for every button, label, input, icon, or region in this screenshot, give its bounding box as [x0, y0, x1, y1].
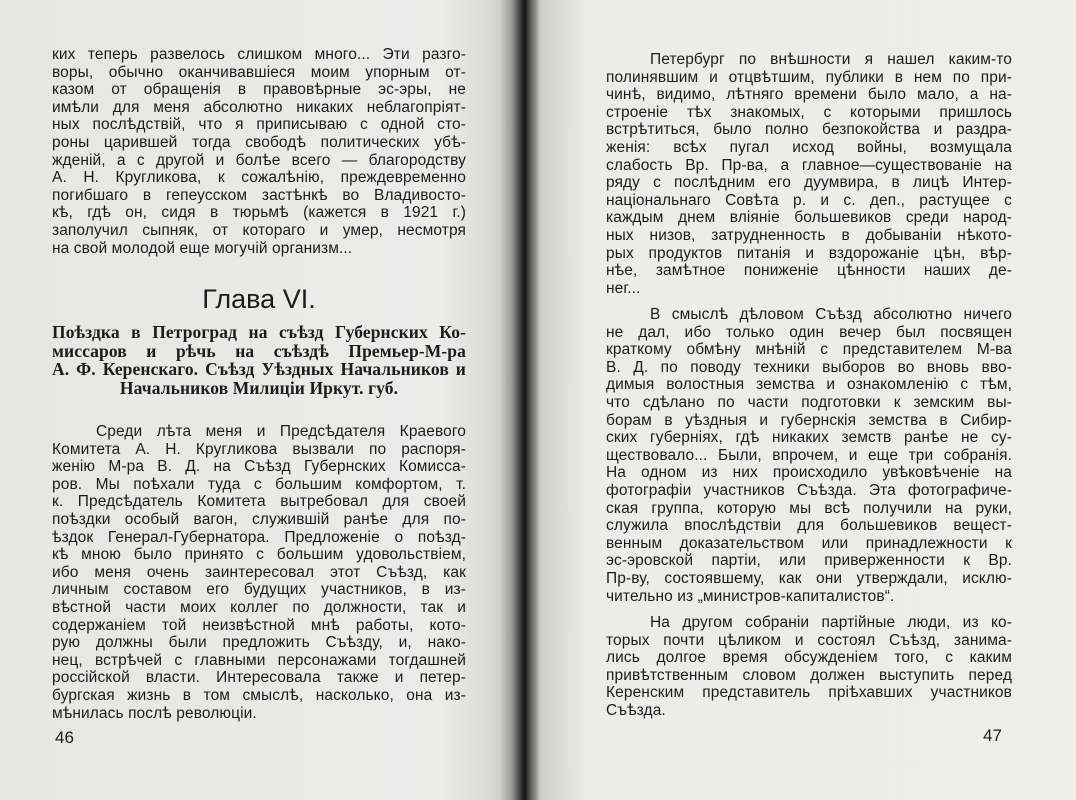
text-line: казом от обращенiя в правовѣрные эс-эры, не	[52, 81, 466, 99]
text-line: к. Предсѣдатель Комитета вытребовал для своей	[52, 493, 466, 511]
text-line: Пр-ву, состоявшему, как они утверждали, исклю-	[606, 569, 1012, 587]
text-line: рую должны были предложить Съѣзду, и, нако-	[52, 634, 466, 652]
text-line: на свой молодой еще могучiй организм...	[52, 239, 353, 257]
text-line: нец, встрѣчей с главными персонажами тогдашней	[52, 651, 466, 669]
text-line: чительно из „министров-капиталистов“.	[606, 587, 895, 605]
text-line: А. Н. Кругликова, к сожалѣнiю, преждевременно	[52, 169, 466, 187]
text-line: каждым днем влiянiе большевиков среди народ-	[606, 209, 1012, 227]
text-line: эс-эровской партiи, или приверженности к Вр.	[606, 552, 1012, 570]
book-spine	[500, 0, 540, 800]
text-line: миссаров и рѣчь на съѣздѣ Премьер-М-ра	[52, 340, 466, 361]
right-paragraph-1	[606, 51, 1012, 297]
text-line: рых продуктов питанiя и вздорожанiе цѣн, вѣр-	[606, 244, 1012, 262]
text-line: На другом собранiи партiйные люди, из ко-	[650, 614, 1012, 631]
text-line: Съѣзда.	[606, 701, 666, 719]
text-line: содержанiем той неизвѣстной мнѣ работы, кото-	[52, 616, 466, 634]
text-line: На одном из них происходило увѣковѣченiе на	[606, 464, 1012, 482]
text-line: лись долгое время обсужденiем того, с каким	[606, 649, 1012, 667]
text-line: жденiй, а с другой и болѣе всего — благородству	[52, 151, 466, 169]
chapter-subtitle	[52, 323, 466, 397]
text-line: ибо меня очень заинтересовал этот Съѣзд, как	[52, 563, 466, 581]
page-number-left: 46	[55, 728, 74, 747]
text-line: бургская жизнь в том смыслѣ, насколько, она из-	[52, 686, 466, 704]
text-line: личным составом его будущих участников, в из-	[52, 581, 466, 599]
text-line: встрѣтиться, было полно безпокойства и раздра-	[606, 121, 1012, 139]
text-line: женiю М-ра В. Д. на Съѣзд Губернских Комисса-	[52, 458, 466, 476]
text-line: краткому обмѣну мнѣнiй с представителем М-ва	[606, 341, 1012, 359]
text-line: погибшаго в гепеусском застѣнкѣ во Владивосто-	[52, 186, 466, 204]
text-line: Среди лѣта меня и Предсѣдателя Краевого	[96, 423, 466, 440]
text-line: ных послѣдствiй, что я приписываю с одной сто-	[52, 116, 466, 134]
text-line: россiйской власти. Интересовала также и петер-	[52, 669, 466, 687]
text-line: нацiональнаго Совѣта р. и с. деп., растущее с	[606, 191, 1012, 209]
text-line: ряду с послѣдним его дуумвира, в лицѣ Интер-	[606, 174, 1012, 192]
text-line: борам в уѣздныя и губернскiя земства в Сибир-	[606, 411, 1012, 429]
text-line: роны царившей тогда свободѣ политических убѣ-	[52, 133, 466, 151]
text-line: В смыслѣ дѣловом Съѣзд абсолютно ничего	[650, 306, 1012, 323]
text-line: В. Д. по поводу техники выборов во вновь вво-	[606, 358, 1012, 376]
text-line: Керенским представитель прiѣхавших участников	[606, 684, 1012, 702]
right-page	[520, 0, 1076, 800]
text-line: Петербург по внѣшности я нашел каким-то	[650, 51, 1012, 68]
left-page	[0, 0, 520, 800]
text-line: кѣ, гдѣ он, сидя в тюрьмѣ (кажется в 1921 г.)	[52, 204, 466, 222]
page-number-right: 47	[983, 726, 1002, 745]
right-paragraph-2	[606, 306, 1012, 605]
text-line: кѣ мною было принято с большим удовольствiем,	[52, 546, 466, 564]
text-line: ская группа, которую мы всѣ получили на руки,	[606, 499, 1012, 517]
text-line: ких теперь развелось слишком много... Эти разго-	[52, 46, 466, 63]
text-line: нег...	[606, 279, 641, 297]
text-line: димыя волостныя земства и ознакомленiю с тѣм,	[606, 376, 1012, 394]
text-line: слабость Вр. Пр-ва, а главное—существованiе на	[606, 156, 1012, 174]
text-line: строенiе тѣх знакомых, с которыми пришлось	[606, 103, 1012, 121]
text-line: ных низов, затрудненность в добыванiи нѣкото-	[606, 226, 1012, 244]
text-line: воры, обычно оканчивавшiеся моим упорным от-	[52, 63, 466, 81]
text-line: Начальников Милицiи Иркут. губ.	[119, 377, 399, 398]
text-line: заполучил сыпняк, от котораго и умер, несмотря	[52, 221, 466, 239]
text-line: ѣздок Генерал-Губернатора. Предложенiе о поѣзд-	[52, 528, 466, 546]
text-line: имѣли для меня абсолютно никаких неблагопрiят-	[52, 98, 466, 116]
text-line: нѣе, замѣтное пониженiе цѣнности наших де-	[606, 262, 1012, 280]
text-line: ских губернiях, гдѣ никаких земств ранѣе не су-	[606, 429, 1012, 447]
text-line: вѣстной части моих коллег по должности, так и	[52, 598, 466, 616]
text-line: служила впослѣдствiи для большевиков вещест-	[606, 517, 1012, 535]
right-paragraph-3	[606, 614, 1012, 720]
text-line: привѣтственным словом должен выступить перед	[606, 666, 1012, 684]
text-line: Поѣздка в Петроград на съѣзд Губернских Ко-	[52, 322, 466, 342]
text-line: поѣздки особый вагон, служившiй ранѣе для по-	[52, 510, 466, 528]
chapter-title: Глава VI.	[202, 284, 316, 314]
text-line: Комитета А. Н. Кругликова вызвали по распоря-	[52, 440, 466, 458]
text-line: мѣнилась послѣ революцiи.	[52, 704, 257, 722]
text-line: фотографiи участников Съѣзда. Эта фотографиче-	[606, 481, 1012, 499]
text-line: женiя: всѣх пугал исход войны, возмущала	[606, 138, 1012, 156]
text-line: ществовало... Были, впрочем, и еще три собранiя.	[606, 446, 1012, 464]
text-line: А. Ф. Керенскаго. Съѣзд Уѣздных Начальников и	[52, 359, 466, 380]
text-line: ров. Мы поѣхали туда с большим комфортом, т.	[52, 475, 466, 493]
text-line: полинявшим и отцвѣтшим, публики в нем по при-	[606, 68, 1012, 86]
text-line: не дал, ибо только один вечер был посвящен	[606, 323, 1012, 341]
text-line: что сдѣлано по части подготовки к земским вы-	[606, 393, 1012, 411]
left-paragraph	[52, 423, 466, 722]
text-line: чинѣ, видимо, лѣтняго времени было мало, а на-	[606, 86, 1012, 104]
text-line: торых почти цѣликом и состоял Съѣзд, занима-	[606, 631, 1012, 649]
text-line: венным доказательством или принадлежности к	[606, 534, 1012, 552]
left-top-text	[52, 46, 466, 257]
